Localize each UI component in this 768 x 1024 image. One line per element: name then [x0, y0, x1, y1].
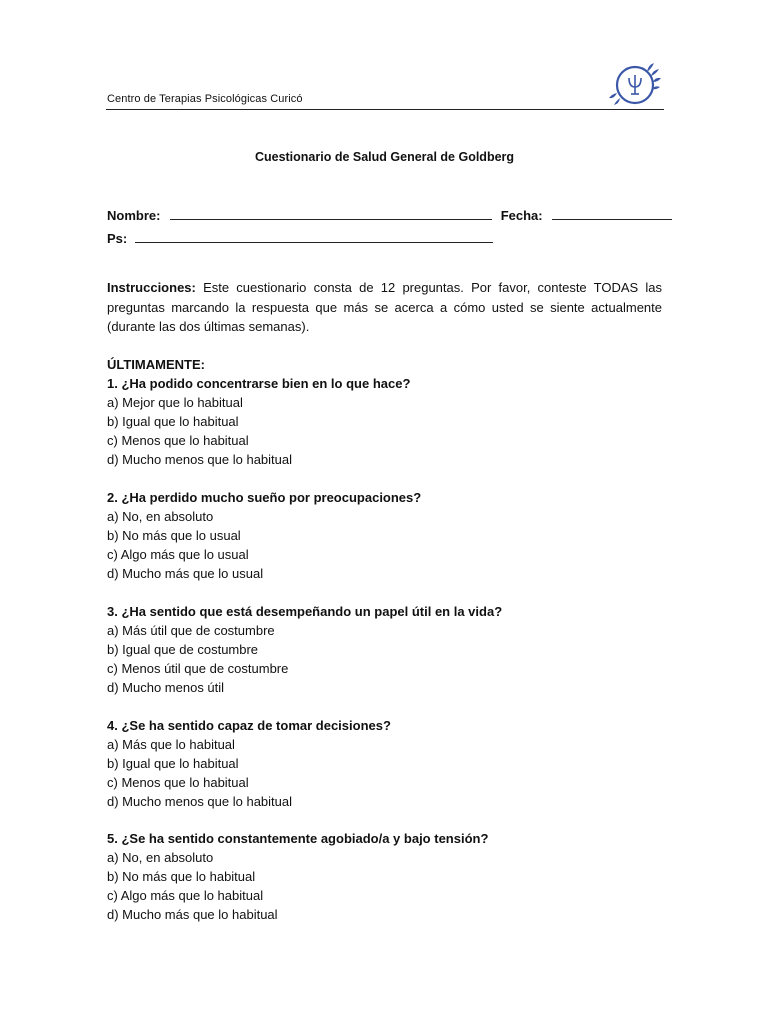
instructions-label: Instrucciones: — [107, 280, 196, 295]
answer-option[interactable]: d) Mucho más que lo habitual — [107, 907, 278, 922]
question-block-4 — [107, 716, 662, 811]
nombre-field[interactable] — [170, 207, 492, 220]
fecha-field[interactable] — [552, 207, 672, 220]
question-block-2 — [107, 488, 662, 583]
answer-option[interactable]: d) Mucho menos útil — [107, 680, 225, 695]
document-title: Cuestionario de Salud General de Goldberg — [254, 150, 515, 164]
answer-option[interactable]: c) Algo más que lo habitual — [107, 888, 264, 903]
nombre-label: Nombre: — [107, 208, 161, 223]
answer-option[interactable]: b) Igual que lo habitual — [107, 756, 239, 771]
answer-option[interactable]: b) Igual que de costumbre — [107, 642, 259, 657]
answer-option[interactable]: a) Más que lo habitual — [107, 737, 235, 752]
question-block-3 — [107, 602, 662, 697]
question-text: 1. ¿Ha podido concentrarse bien en lo que hace? — [107, 376, 411, 391]
question-text: 4. ¿Se ha sentido capaz de tomar decisiones? — [107, 718, 391, 733]
answer-option[interactable]: c) Menos que lo habitual — [107, 775, 249, 790]
answer-option[interactable]: b) No más que lo usual — [107, 528, 241, 543]
ps-row — [107, 230, 493, 246]
answer-option[interactable]: a) No, en absoluto — [107, 850, 214, 865]
ps-label: Ps: — [107, 231, 128, 246]
answer-option[interactable]: b) Igual que lo habitual — [107, 414, 239, 429]
instructions-text: Este cuestionario consta de 12 preguntas. Por favor, conteste TODAS las preguntas marcando la respuesta que más se acerca a cómo usted se siente actualmente (durante las dos últimas semanas). — [107, 280, 662, 334]
answer-option[interactable]: a) Mejor que lo habitual — [107, 395, 243, 410]
question-text: 3. ¿Ha sentido que está desempeñando un papel útil en la vida? — [107, 604, 503, 619]
question-block-1 — [107, 355, 662, 469]
answer-option[interactable]: b) No más que lo habitual — [107, 869, 256, 884]
ps-field[interactable] — [135, 230, 493, 243]
answer-option[interactable]: a) Más útil que de costumbre — [107, 623, 275, 638]
question-block-5 — [107, 829, 662, 924]
instructions — [107, 278, 662, 337]
section-heading: ÚLTIMAMENTE: — [107, 357, 205, 372]
answer-option[interactable]: a) No, en absoluto — [107, 509, 214, 524]
fecha-label: Fecha: — [500, 208, 543, 223]
question-text: 2. ¿Ha perdido mucho sueño por preocupaciones? — [107, 490, 422, 505]
answer-option[interactable]: c) Menos que lo habitual — [107, 433, 249, 448]
answer-option[interactable]: d) Mucho menos que lo habitual — [107, 794, 293, 809]
psi-logo-icon — [608, 56, 664, 108]
question-text: 5. ¿Se ha sentido constantemente agobiado/a y bajo tensión? — [107, 831, 489, 846]
nombre-fecha-row — [107, 207, 672, 223]
header-divider — [106, 109, 664, 110]
answer-option[interactable]: c) Algo más que lo usual — [107, 547, 249, 562]
answer-option[interactable]: c) Menos útil que de costumbre — [107, 661, 289, 676]
answer-option[interactable]: d) Mucho menos que lo habitual — [107, 452, 293, 467]
organization-name: Centro de Terapias Psicológicas Curicó — [107, 93, 303, 105]
answer-option[interactable]: d) Mucho más que lo usual — [107, 566, 264, 581]
